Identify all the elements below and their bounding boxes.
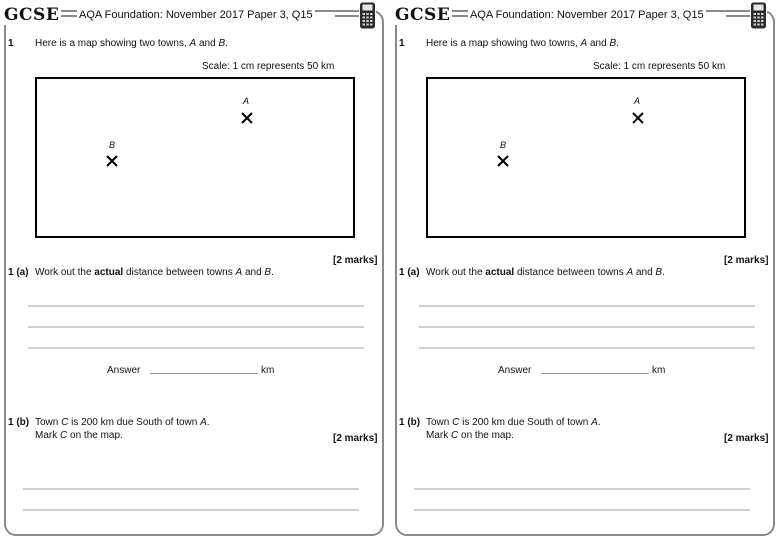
working-line[interactable] bbox=[419, 347, 755, 349]
town-a-name: A bbox=[591, 417, 598, 428]
intro-text: and bbox=[587, 38, 610, 49]
map-scale: Scale: 1 cm represents 50 km bbox=[593, 61, 726, 72]
calculator-icon bbox=[750, 2, 767, 29]
town-a-cross-icon bbox=[632, 112, 644, 124]
question-text: on the map. bbox=[458, 430, 514, 441]
town-c-name: C bbox=[60, 430, 68, 441]
town-a-name: A bbox=[626, 267, 634, 278]
question-intro bbox=[35, 38, 228, 49]
question-number: 1 bbox=[399, 38, 405, 49]
part-b-line-2 bbox=[426, 430, 514, 441]
working-line[interactable] bbox=[23, 488, 359, 490]
intro-text: . bbox=[225, 38, 228, 49]
question-text: . bbox=[597, 417, 601, 428]
working-line[interactable] bbox=[414, 488, 750, 490]
town-c-name: C bbox=[452, 417, 460, 428]
question-text: Work out the bbox=[426, 267, 486, 278]
town-map[interactable] bbox=[426, 77, 746, 238]
part-a-number: 1 (a) bbox=[399, 267, 420, 278]
question-text: . bbox=[662, 267, 665, 278]
gcse-logo: GCSE bbox=[395, 5, 451, 25]
question-text: and bbox=[242, 267, 265, 278]
intro-text: Here is a map showing two towns, bbox=[426, 38, 581, 49]
header-rule bbox=[335, 15, 359, 17]
question-text: Mark bbox=[426, 430, 451, 441]
town-b-name: B bbox=[218, 38, 226, 49]
gcse-logo: GCSE bbox=[4, 5, 60, 25]
worksheet-title: AQA Foundation: November 2017 Paper 3, Q15 bbox=[79, 9, 313, 21]
intro-text: Here is a map showing two towns, bbox=[35, 38, 190, 49]
town-map[interactable] bbox=[35, 77, 355, 238]
working-line[interactable] bbox=[28, 326, 364, 328]
emphasis-text: actual bbox=[94, 267, 124, 278]
town-b-label: B bbox=[109, 140, 116, 150]
working-line[interactable] bbox=[414, 509, 750, 511]
answer-unit: km bbox=[652, 365, 666, 376]
question-number: 1 bbox=[8, 38, 14, 49]
question-text: is 200 km due South of town bbox=[459, 417, 592, 428]
answer-field[interactable] bbox=[541, 373, 649, 374]
town-b-label: B bbox=[500, 140, 507, 150]
question-text: distance between towns bbox=[123, 267, 236, 278]
emphasis-text: actual bbox=[485, 267, 515, 278]
town-b-name: B bbox=[264, 267, 272, 278]
question-intro bbox=[426, 38, 619, 49]
marks-badge: [2 marks] bbox=[333, 433, 378, 444]
question-text: on the map. bbox=[67, 430, 123, 441]
answer-field[interactable] bbox=[150, 373, 258, 374]
town-a-name: A bbox=[235, 267, 243, 278]
part-b-number: 1 (b) bbox=[399, 417, 421, 428]
worksheet-header bbox=[391, 0, 780, 30]
marks-badge: [2 marks] bbox=[724, 433, 769, 444]
answer-label: Answer bbox=[107, 365, 141, 376]
question-text: Town bbox=[35, 417, 62, 428]
question-text: Mark bbox=[35, 430, 60, 441]
worksheet-left bbox=[0, 0, 386, 540]
intro-text: . bbox=[616, 38, 619, 49]
worksheet-title: AQA Foundation: November 2017 Paper 3, Q15 bbox=[470, 9, 704, 21]
question-text: is 200 km due South of town bbox=[68, 417, 201, 428]
worksheet-right bbox=[391, 0, 777, 540]
part-b-line-2 bbox=[35, 430, 123, 441]
part-a-question bbox=[426, 267, 665, 278]
marks-badge: [2 marks] bbox=[724, 255, 769, 266]
question-text: Work out the bbox=[35, 267, 95, 278]
town-b-cross-icon bbox=[497, 155, 509, 167]
part-a-number: 1 (a) bbox=[8, 267, 29, 278]
town-a-name: A bbox=[189, 38, 197, 49]
part-a-question bbox=[35, 267, 274, 278]
town-c-name: C bbox=[61, 417, 69, 428]
town-b-cross-icon bbox=[106, 155, 118, 167]
working-line[interactable] bbox=[28, 305, 364, 307]
town-a-name: A bbox=[580, 38, 588, 49]
part-b-line-1 bbox=[426, 417, 601, 428]
header-rule bbox=[726, 15, 750, 17]
marks-badge: [2 marks] bbox=[333, 255, 378, 266]
town-a-name: A bbox=[200, 417, 207, 428]
town-a-cross-icon bbox=[241, 112, 253, 124]
question-text: and bbox=[633, 267, 656, 278]
town-b-name: B bbox=[655, 267, 663, 278]
question-text: . bbox=[271, 267, 274, 278]
working-line[interactable] bbox=[419, 305, 755, 307]
question-text: Town bbox=[426, 417, 453, 428]
town-b-name: B bbox=[609, 38, 617, 49]
question-text: distance between towns bbox=[514, 267, 627, 278]
part-b-number: 1 (b) bbox=[8, 417, 30, 428]
town-c-name: C bbox=[451, 430, 459, 441]
working-line[interactable] bbox=[28, 347, 364, 349]
town-a-label: A bbox=[243, 96, 250, 106]
intro-text: and bbox=[196, 38, 219, 49]
answer-unit: km bbox=[261, 365, 275, 376]
question-text: . bbox=[206, 417, 210, 428]
part-b-line-1 bbox=[35, 417, 210, 428]
answer-label: Answer bbox=[498, 365, 532, 376]
worksheet-header bbox=[0, 0, 390, 30]
working-line[interactable] bbox=[23, 509, 359, 511]
town-a-label: A bbox=[634, 96, 641, 106]
map-scale: Scale: 1 cm represents 50 km bbox=[202, 61, 335, 72]
working-line[interactable] bbox=[419, 326, 755, 328]
calculator-icon bbox=[359, 2, 376, 29]
